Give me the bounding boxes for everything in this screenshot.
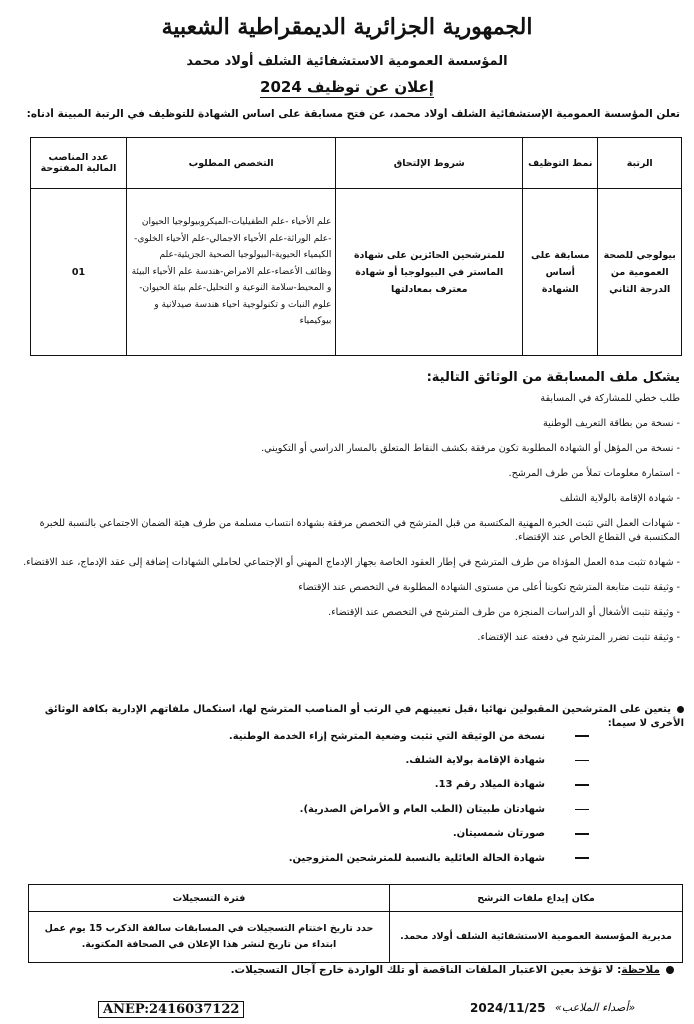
bullet-icon (666, 966, 674, 974)
cell-mode: مسابقة على أساس الشهادة (523, 189, 598, 356)
header-grade: الرتبة (598, 138, 682, 189)
recruitment-table (30, 137, 682, 356)
remark-note (14, 964, 674, 976)
list-item: طلب خطي للمشاركة في المسابقة (540, 393, 680, 404)
header-registration-period: فترة التسجيلات (29, 885, 390, 912)
list-item: شهادة الحالة العائلية بالنسبة للمترشحين المتزوجين. (139, 846, 589, 870)
list-item: - نسخة من المؤهل أو الشهادة المطلوبة تكون مرفقة بكشف النقاط المتعلق بالمسار الدراسي أو التكويني. (261, 443, 680, 454)
list-item: شهادة الميلاد رقم 13. (139, 773, 589, 797)
dash-icon (575, 833, 589, 835)
header-posts: عدد المناصب المالية المفتوحة (31, 138, 127, 189)
table-row (31, 189, 682, 356)
list-item: صورتان شمسيتان. (139, 822, 589, 846)
list-item: - شهادة الإقامة بالولاية الشلف (559, 493, 680, 504)
list-item: - شهادة تثبت مدة العمل المؤداة من طرف المترشح في إطار العقود الخاصة بجهاز الإدماج المهني أو الإجتماعي لحاملي الشهادات إضافة إلى عقد الإدماج، عند الاقتضاء. (23, 557, 680, 568)
list-item: - استمارة معلومات تملأ من طرف المرشح. (508, 468, 680, 479)
list-item: شهادة الإقامة بولاية الشلف. (139, 748, 589, 772)
final-documents-list (139, 724, 589, 870)
cell-submission-place: مديرية المؤسسة العمومية الاستشفائية الشلف أولاد محمد. (390, 912, 683, 963)
intro-text: تعلن المؤسسة العمومية الإستشفائية الشلف أولاد محمد، عن فتح مسابقة على اساس الشهادة للتوظيف في الرتبة المبينة أدناه: (26, 108, 680, 120)
list-item: شهادتان طبيتان (الطب العام و الأمراض الصدرية). (139, 797, 589, 821)
list-item: - وثيقة تثبت تضرر المترشح في دفعته عند الإقتضاء. (477, 632, 680, 643)
header-specialty: التخصص المطلوب (126, 138, 335, 189)
remark-text: : لا تؤخذ بعين الاعتبار الملفات الناقصة أو تلك الواردة خارج آجال التسجيلات. (230, 964, 622, 976)
list-item: - وثيقة تثبت متابعة المترشح تكوينا أعلى من مستوى الشهادة المطلوبة في التخصص عند الإقتضاء (298, 582, 680, 593)
cell-grade: بيولوجي للصحة العمومية من الدرجة الثاني (598, 189, 682, 356)
dash-icon (575, 760, 589, 762)
table-row (29, 912, 683, 963)
anep-reference: ANEP:2416037122 (98, 1001, 244, 1018)
publication-name: «أصداء الملاعب» (555, 1001, 636, 1014)
dash-icon (575, 809, 589, 811)
final-documents-note: يتعين على المترشحين المقبولين نهائيا ،قبل تعيينهم في الرتب أو المناصب المترشح لها، استكمال ملفاتهم الإدارية بكافة الوثائق الأخرى لا سيما: (44, 704, 684, 729)
list-item: - وثيقة تثبت الأشغال أو الدراسات المنجزة من طرف المترشح في التخصص عند الإقتضاء. (328, 607, 680, 618)
cell-registration-period: حدد تاريخ اختتام التسجيلات في المسابقات سالفة الذكرب 15 يوم عمل ابتداء من تاريخ لنشر هذا الإعلان في الصحافة المكتوبة. (29, 912, 390, 963)
publication-date: 2024/11/25 (470, 1001, 546, 1015)
announcement-title: إعلان عن توظيف 2024 (260, 78, 434, 96)
dash-icon (575, 784, 589, 786)
docs-section-title: يشكل ملف المسابقة من الوثائق التالية: (426, 370, 680, 385)
header-submission-place: مكان إيداع ملفات الترشح (390, 885, 683, 912)
cell-conditions: للمترشحين الحائزين على شهادة الماستر في البيولوجيا أو شهادة معترف بمعادلتها (336, 189, 523, 356)
bullet-icon (677, 706, 684, 713)
list-item: - شهادات العمل التي تثبت الخبرة المهنية المكتسبة من قبل المترشح في التخصص مرفقة بشهادة انتساب مسلمة من طرف هيئة الضمان الاجتماعي بالنسبة للخبرة المكتسبة في القطاع الخاص عند الإقتضاء. (39, 518, 680, 543)
dash-icon (575, 735, 589, 737)
remark-label: ملاحظة (621, 964, 660, 976)
cell-posts: 01 (31, 189, 127, 356)
cell-specialty: علم الأحياء -علم الطفيليات-الميكروبيولوجيا الحيوان -علم الوراثة-علم الأحياء الاجمالي-علم الأحياء الخلوي-الكيمياء الحيوية-البيولوجيا الصحية الجزيئية-علم وظائف الأعضاء-علم الامراض-هندسة علم الأحياء البيئة و المحيط-سلامة النوعية و التحليل-علم بيئة الحيوان-علوم النبات و تكنولوجية احياء هندسة صيدلانية و بيوكيمياء (126, 189, 335, 356)
institution-heading: المؤسسة العمومية الاستشفائية الشلف أولاد محمد (186, 54, 508, 69)
republic-heading: الجمهورية الجزائرية الديمقراطية الشعبية (161, 14, 533, 40)
dash-icon (575, 857, 589, 859)
header-conditions: شروط الإلتحاق (336, 138, 523, 189)
list-item: نسخة من الوثيقة التي تثبت وضعية المترشح إزاء الخدمة الوطنية. (139, 724, 589, 748)
documents-list (8, 392, 680, 656)
list-item: - نسخة من بطاقة التعريف الوطنية (542, 418, 680, 429)
submission-table (28, 884, 683, 963)
table-header-row (29, 885, 683, 912)
table-header-row (31, 138, 682, 189)
header-mode: نمط التوظيف (523, 138, 598, 189)
